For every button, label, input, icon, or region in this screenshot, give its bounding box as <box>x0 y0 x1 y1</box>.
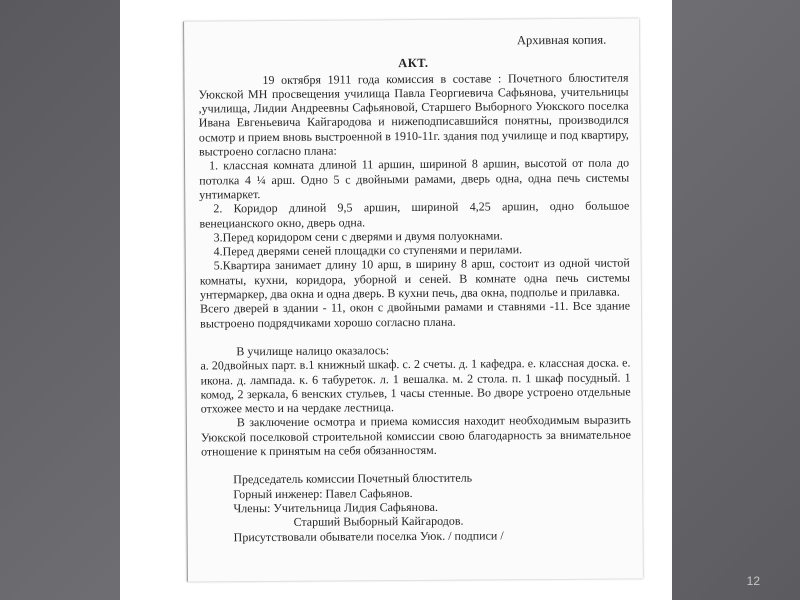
inventory-heading: В училище налицо оказалось: <box>236 343 390 359</box>
signature-chairman: Председатель комиссии Почетный блюститель <box>233 470 473 487</box>
plan-item-5: 5.Квартира занимает длину 10 арш, в ширину 8 арш, состоит из одной чистой комнаты, кухни, коридора, уборной и сеней. В комнате одна печь системы унтермаркер, два окна и одна дверь. В кухни печь, два окна, подполье и прилавка. <box>199 255 630 302</box>
signature-elder: Старший Выборный Кайгародов. <box>293 513 464 530</box>
plan-item-3: 3.Перед коридором сени с дверями и двумя полуокнами. <box>213 228 503 245</box>
plan-item-4: 4.Перед дверями сеней площадки со ступенями и перилами. <box>213 242 523 259</box>
intro-paragraph: 19 октября 1911 года комиссия в составе : Почетного блюстителя Уюкской МН просвещения училища Павла Георгиевича Сафьянова, учительницы ,училища, Лидии Андреевны Сафьяновой, Старшего Выборного Уюкского поселка Ивана Евгеньевича Кайгародова и нижеподписавшийся понятны, производился осмотр и прием вновь выстроенной в 1910-11г. здания под училище и под квартиру, выстроено согласно плана: <box>198 70 629 159</box>
document-text <box>198 26 632 544</box>
inventory-paragraph: а. 20двойных парт. в.1 книжный шкаф. с. 2 счеты. д. 1 кафедра. е. классная доска. е. икона. д. лампада. к. 6 табуреток. л. 1 вешалка. м. 2 стола. п. 1 шкаф посудный. 1 комод, 2 зеркала, 6 венских стульев, 1 часы стенные. Во дворе устроено отдельные отхожее место и на чердаке лестница. <box>200 355 631 416</box>
signature-members: Члены: Учительница Лидия Сафьянова. <box>233 499 438 516</box>
signature-residents: Присутствовали обыватели поселка Уюк. / подписи / <box>233 527 504 544</box>
document-title: АКТ. <box>398 56 429 71</box>
summary-paragraph: Всего дверей в здании - 11, окон с двойными рамами и ставнями -11. Все здание выстроено подрядчиками хорошо согласно плана. <box>200 298 631 331</box>
signature-engineer: Горный инженер: Павел Сафьянов. <box>233 485 413 501</box>
page-number: 12 <box>746 574 760 588</box>
conclusion-paragraph: В заключение осмотра и приема комиссия находит необходимым выразить Уюкской поселковой строительной комиссии свою благодарность за внимательное отношение к принятым на себя обязанностям. <box>200 412 631 459</box>
plan-item-2: 2. Коридор длиной 9,5 аршин, шириной 4,25 аршин, одно большое венецианского окно, дверь одна. <box>199 198 630 231</box>
archive-label: Архивная копия. <box>516 32 607 48</box>
plan-item-1: 1. классная комната длиной 11 аршин, шириной 8 аршин, высотой от пола до потолка 4 ¼ арш. Одно 5 с двойными рамами, дверь одна, одна печь системы унтимаркет. <box>199 155 630 202</box>
archive-document <box>183 18 643 581</box>
